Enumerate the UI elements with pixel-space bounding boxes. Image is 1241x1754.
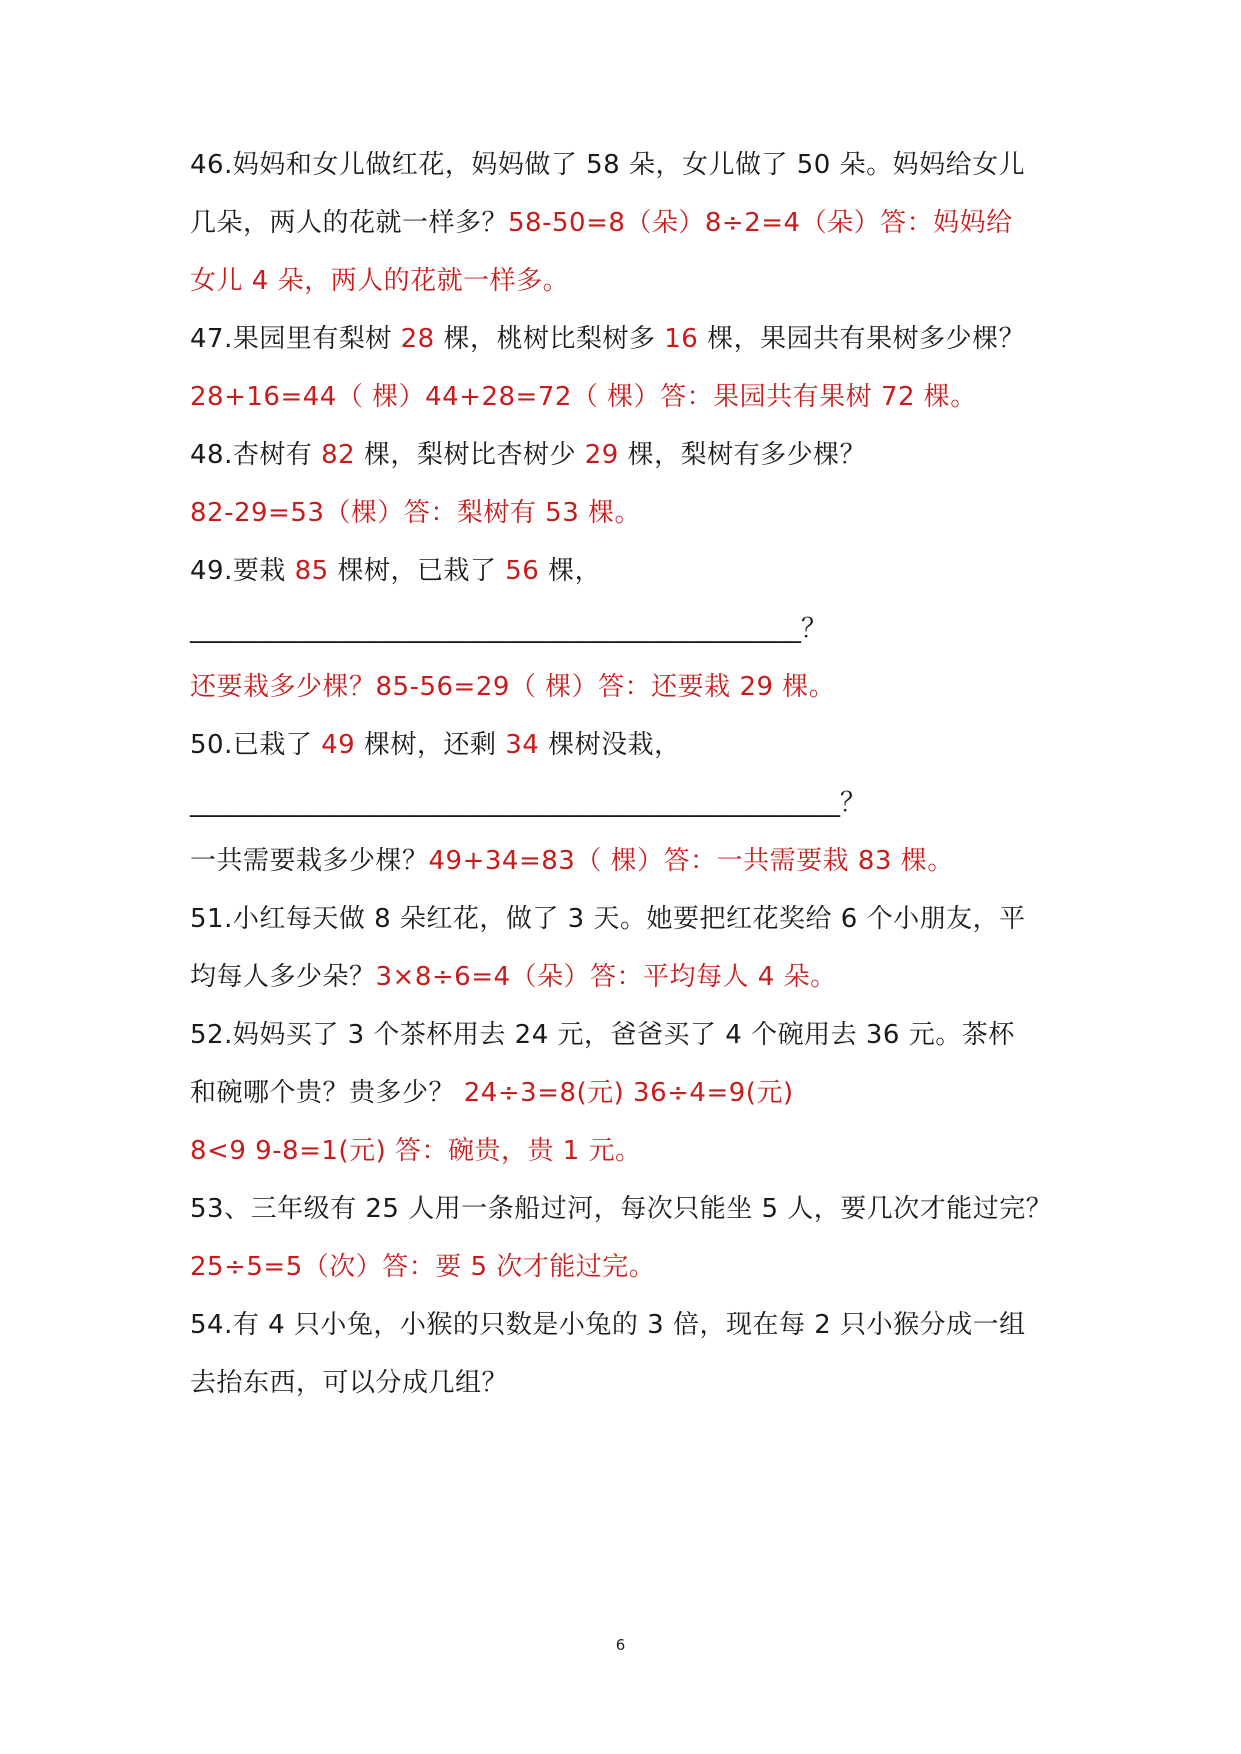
text-line [190,203,1070,243]
answer-text: 49+34=83（ 棵）答：一共需要栽 83 棵。 [428,846,954,876]
question-text: 和碗哪个贵？贵多少？ [190,1078,464,1108]
question-text: 棵，桃树比梨树多 [434,324,665,354]
answer-text: 28 [400,324,435,354]
question-text: 棵树没栽， [539,730,681,760]
answer-text: 34 [505,730,540,760]
answer-text: 85 [294,556,329,586]
text-line [190,1363,1070,1403]
answer-text: 24÷3=8(元) 36÷4=9(元) [463,1078,794,1108]
question-text: 棵，梨树有多少棵？ [618,440,867,470]
text-line [190,1247,1070,1287]
text-line [190,261,1070,301]
answer-text: 82-29=53（棵）答：梨树有 53 棵。 [190,498,642,528]
answer-text: 29 [584,440,619,470]
question-text: 棵，果园共有果树多少棵？ [698,324,1026,354]
text-line [190,783,1070,823]
text-line [190,609,1070,649]
answer-text: 28+16=44（ 棵）44+28=72（ 棵）答：果园共有果树 72 棵。 [190,382,977,412]
question-text: 50.已栽了 [190,730,322,760]
question-text: 46.妈妈和女儿做红花，妈妈做了 [190,150,587,180]
answer-text: 女儿 4 朵，两人的花就一样多。 [190,266,570,296]
answer-text: 还要栽多少棵？85-56=29（ 棵）答：还要栽 29 棵。 [190,672,836,702]
page-number: 6 [615,1636,626,1654]
question-text: 52.妈妈买了 3 个茶杯用去 24 元，爸爸买了 4 个碗用去 36 元。茶杯 [190,1020,1015,1050]
text-line [190,667,1070,707]
question-text: 朵，女儿做了 [620,150,797,180]
text-line [190,1073,1070,1113]
answer-text: 58-50=8（朵）8÷2=4（朵）答：妈妈给 [508,208,1013,238]
text-line [190,957,1070,997]
text-line [190,145,1070,185]
answer-text: 25÷5=5（次）答：要 5 次才能过完。 [190,1252,656,1282]
question-text: 几朵，两人的花就一样多？ [190,208,509,238]
question-text: 58 [586,150,621,180]
text-line [190,899,1070,939]
answer-text: 82 [321,440,356,470]
question-text: 棵， [539,556,602,586]
text-line [190,435,1070,475]
question-text: 48.杏树有 [190,440,322,470]
answer-text: 3×8÷6=4（朵）答：平均每人 4 朵。 [375,962,837,992]
text-line [190,1305,1070,1345]
question-text: 棵树，已栽了 [328,556,506,586]
question-text: 棵，梨树比杏树少 [355,440,585,470]
question-text: 54.有 4 只小兔，小猴的只数是小兔的 3 倍，现在每 2 只小猴分成一组 [190,1310,1026,1340]
text-line [190,725,1070,765]
answer-text: 16 [664,324,699,354]
text-line [190,841,1070,881]
question-text: 50 [796,150,831,180]
text-line [190,1015,1070,1055]
fill-in-blank: _______________________________________________？ [190,614,827,644]
text-line [190,1189,1070,1229]
fill-in-blank: __________________________________________________？ [190,788,866,818]
question-text: 棵树，还剩 [355,730,506,760]
question-text: 一共需要栽多少棵？ [190,846,429,876]
question-text: 49.要栽 [190,556,295,586]
answer-text: 8<9 9-8=1(元) 答：碗贵，贵 1 元。 [190,1136,642,1166]
question-text: 53、三年级有 25 人用一条船过河，每次只能坐 5 人，要几次才能过完？ [190,1194,1053,1224]
answer-text: 49 [321,730,356,760]
text-line [190,1131,1070,1171]
question-text: 47.果园里有梨树 [190,324,401,354]
question-text: 朵。妈妈给女儿 [830,150,1026,180]
text-line [190,319,1070,359]
question-text: 去抬东西，可以分成几组？ [190,1368,509,1398]
question-text: 均每人多少朵？ [190,962,376,992]
text-line [190,377,1070,417]
text-line [190,493,1070,533]
answer-text: 56 [505,556,540,586]
question-text: 51.小红每天做 8 朵红花，做了 3 天。她要把红花奖给 6 个小朋友，平 [190,904,1026,934]
text-line [190,551,1070,591]
